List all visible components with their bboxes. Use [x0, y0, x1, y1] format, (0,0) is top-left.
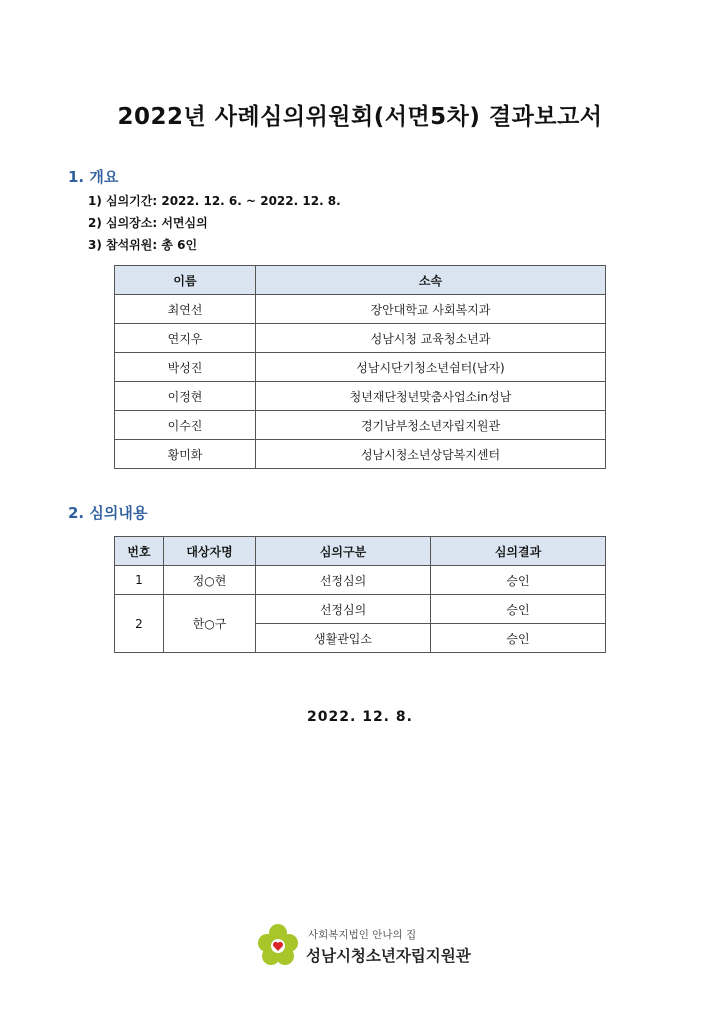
column-header: 심의구분: [256, 537, 431, 566]
member-name: 최연선: [115, 295, 256, 324]
overview-item: [88, 234, 341, 256]
footer-subtitle: 사회복지법인 안나의 집: [308, 929, 417, 941]
column-header: 심의결과: [431, 537, 606, 566]
item-text: 심의장소: 서면심의: [106, 216, 208, 230]
column-header: 대상자명: [164, 537, 256, 566]
member-name: 박성진: [115, 353, 256, 382]
column-header: 번호: [115, 537, 164, 566]
item-text: 참석위원: 총 6인: [106, 238, 198, 252]
table-row: [115, 411, 606, 440]
case-number: 2: [115, 595, 164, 653]
subject-name: 정○현: [164, 566, 256, 595]
overview-item: [88, 190, 341, 212]
case-number: 1: [115, 566, 164, 595]
document-title: 2022년 사례심의위원회(서면5차) 결과보고서: [117, 104, 603, 130]
subject-name: 한○구: [164, 595, 256, 653]
review-type: 선정심의: [256, 595, 431, 624]
column-header: 이름: [115, 266, 256, 295]
table-row: [115, 566, 606, 595]
table-row: [115, 595, 606, 624]
section-heading-review: 2. 심의내용: [68, 504, 148, 522]
item-number: 2): [88, 216, 102, 230]
table-row: [115, 382, 606, 411]
review-type: 선정심의: [256, 566, 431, 595]
member-affiliation: 청년재단청년맞춤사업소in성남: [256, 382, 606, 411]
overview-item: [88, 212, 341, 234]
footer-organization: [256, 923, 486, 971]
table-header-row: [115, 537, 606, 566]
footer-org-name: 성남시청소년자립지원관: [306, 947, 471, 965]
item-number: 1): [88, 194, 102, 208]
member-affiliation: 장안대학교 사회복지과: [256, 295, 606, 324]
member-name: 이정현: [115, 382, 256, 411]
review-table: [114, 536, 606, 653]
overview-list: [88, 190, 341, 256]
member-name: 황미화: [115, 440, 256, 469]
section-heading-overview: 1. 개요: [68, 168, 119, 186]
table-row: [115, 353, 606, 382]
member-affiliation: 성남시청소년상담복지센터: [256, 440, 606, 469]
member-affiliation: 성남시청 교육청소년과: [256, 324, 606, 353]
table-row: [115, 440, 606, 469]
table-row: [115, 324, 606, 353]
report-date: 2022. 12. 8.: [307, 709, 413, 725]
member-name: 이수진: [115, 411, 256, 440]
member-affiliation: 성남시단기청소년쉼터(남자): [256, 353, 606, 382]
review-result: 승인: [431, 595, 606, 624]
review-result: 승인: [431, 566, 606, 595]
member-affiliation: 경기남부청소년자립지원관: [256, 411, 606, 440]
item-text: 심의기간: 2022. 12. 6. ~ 2022. 12. 8.: [106, 194, 341, 208]
review-result: 승인: [431, 624, 606, 653]
flower-heart-logo-icon: [256, 923, 300, 969]
members-table: [114, 265, 606, 469]
member-name: 연지우: [115, 324, 256, 353]
review-type: 생활관입소: [256, 624, 431, 653]
column-header: 소속: [256, 266, 606, 295]
table-header-row: [115, 266, 606, 295]
table-row: [115, 295, 606, 324]
item-number: 3): [88, 238, 102, 252]
